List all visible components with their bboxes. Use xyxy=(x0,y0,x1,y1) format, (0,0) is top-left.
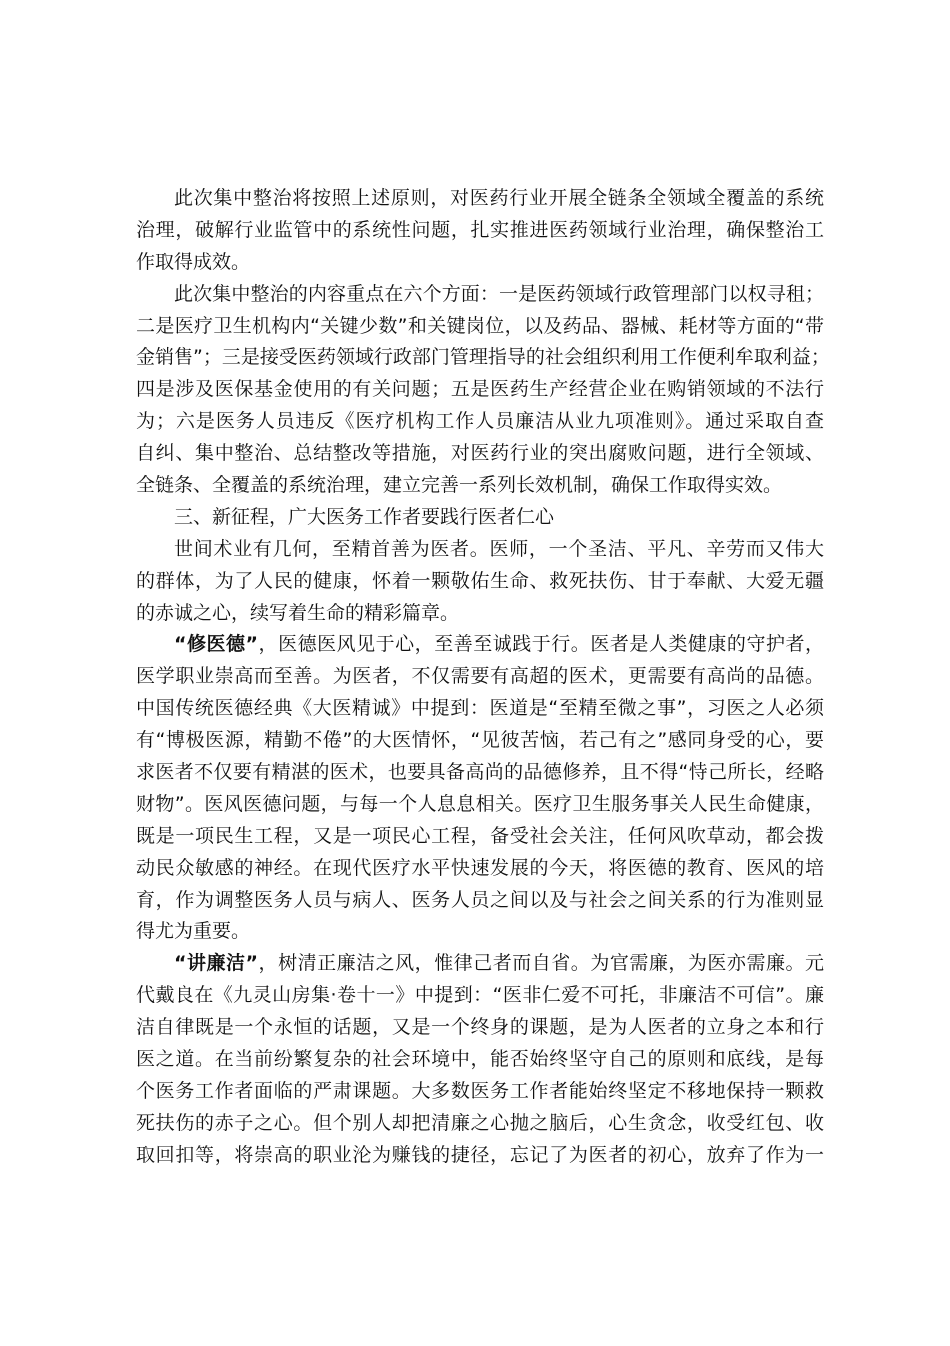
text-line xyxy=(136,629,824,661)
text-line: 个医务工作者面临的严肃课题。大多数医务工作者能始终坚定不移地保持一颗救 xyxy=(136,1079,824,1102)
text-line: 的群体，为了人民的健康，怀着一颗敬佑生命、救死扶伤、甘于奉献、大爱无疆 xyxy=(136,569,824,592)
paragraph-1 xyxy=(136,183,824,279)
paragraph-4 xyxy=(136,534,824,630)
text-line: 既是一项民生工程，又是一项民心工程，备受社会关注，任何风吹草动，都会拨 xyxy=(136,824,824,847)
text-line: 得尤为重要。 xyxy=(136,920,251,943)
text-line: 世间术业有几何，至精首善为医者。医师，一个圣洁、平凡、辛劳而又伟大 xyxy=(174,537,824,560)
text-line: 金销售”；三是接受医药领域行政部门管理指导的社会组织利用工作便利牟取利益； xyxy=(136,346,830,369)
text-line: 的赤诚之心，续写着生命的精彩篇章。 xyxy=(136,601,460,624)
bold-lead: “修医德” xyxy=(174,633,259,656)
text-line: 有“博极医源，精勤不倦”的大医情怀，“见彼苦恼，若己有之”感同身受的心，要 xyxy=(136,729,824,752)
text-line: 中国传统医德经典《大医精诚》中提到：医道是“至精至微之事”，习医之人必须 xyxy=(136,697,824,720)
text-line: 取回扣等，将崇高的职业沦为赚钱的捷径，忘记了为医者的初心，放弃了作为一 xyxy=(136,1143,824,1166)
document-page xyxy=(136,183,830,1172)
bold-lead: “讲廉洁” xyxy=(174,952,259,975)
text-line: 全链条、全覆盖的系统治理，建立完善一系列长效机制，确保工作取得实效。 xyxy=(136,474,783,497)
text-line: 为；六是医务人员违反《医疗机构工作人员廉洁从业九项准则》。通过采取自查 xyxy=(136,410,824,433)
paragraph-5 xyxy=(136,629,824,948)
text-line: 四是涉及医保基金使用的有关问题；五是医药生产经营企业在购销领域的不法行 xyxy=(136,378,824,401)
text-line: 自纠、集中整治、总结整改等措施，对医药行业的突出腐败问题，进行全领域、 xyxy=(136,442,824,465)
text-line: 死扶伤的赤子之心。但个别人却把清廉之心抛之脑后，心生贪念，收受红包、收 xyxy=(136,1111,824,1134)
text-line: 代戴良在《九灵山房集·卷十一》中提到：“医非仁爱不可托，非廉洁不可信”。廉 xyxy=(136,984,824,1007)
lead-rest: ，树清正廉洁之风，惟律己者而自省。为官需廉，为医亦需廉。元 xyxy=(258,952,824,975)
text-line: 财物”。医风医德问题，与每一个人息息相关。医疗卫生服务事关人民生命健康， xyxy=(136,792,824,815)
text-line: 此次集中整治的内容重点在六个方面：一是医药领域行政管理部门以权寻租； xyxy=(174,282,824,305)
section-heading xyxy=(136,502,824,534)
text-line: 治理，破解行业监管中的系统性问题，扎实推进医药领域行业治理，确保整治工 xyxy=(136,218,824,241)
text-line xyxy=(136,948,824,980)
text-line: 动民众敏感的神经。在现代医疗水平快速发展的今天，将医德的教育、医风的培 xyxy=(136,856,824,879)
text-line: 医之道。在当前纷繁复杂的社会环境中，能否始终坚守自己的原则和底线，是每 xyxy=(136,1048,824,1071)
paragraph-6 xyxy=(136,948,824,1171)
text-line: 育，作为调整医务人员与病人、医务人员之间以及与社会之间关系的行为准则显 xyxy=(136,888,824,911)
text-line: 作取得成效。 xyxy=(136,250,251,273)
text-line: 此次集中整治将按照上述原则，对医药行业开展全链条全领域全覆盖的系统 xyxy=(174,187,824,209)
text-line: 二是医疗卫生机构内“关键少数”和关键岗位，以及药品、器械、耗材等方面的“带 xyxy=(136,314,824,337)
text-line: 求医者不仅要有精湛的医术，也要具备高尚的品德修养，且不得“恃己所长，经略 xyxy=(136,761,824,784)
lead-rest: ，医德医风见于心，至善至诚践于行。医者是人类健康的守护者， xyxy=(258,633,824,656)
paragraph-2 xyxy=(136,279,830,502)
text-line: 医学职业崇高而至善。为医者，不仅需要有高超的医术，更需要有高尚的品德。 xyxy=(136,665,824,688)
heading-text: 三、新征程，广大医务工作者要践行医者仁心 xyxy=(174,505,555,528)
text-line: 洁自律既是一个永恒的话题，又是一个终身的课题，是为人医者的立身之本和行 xyxy=(136,1016,824,1039)
